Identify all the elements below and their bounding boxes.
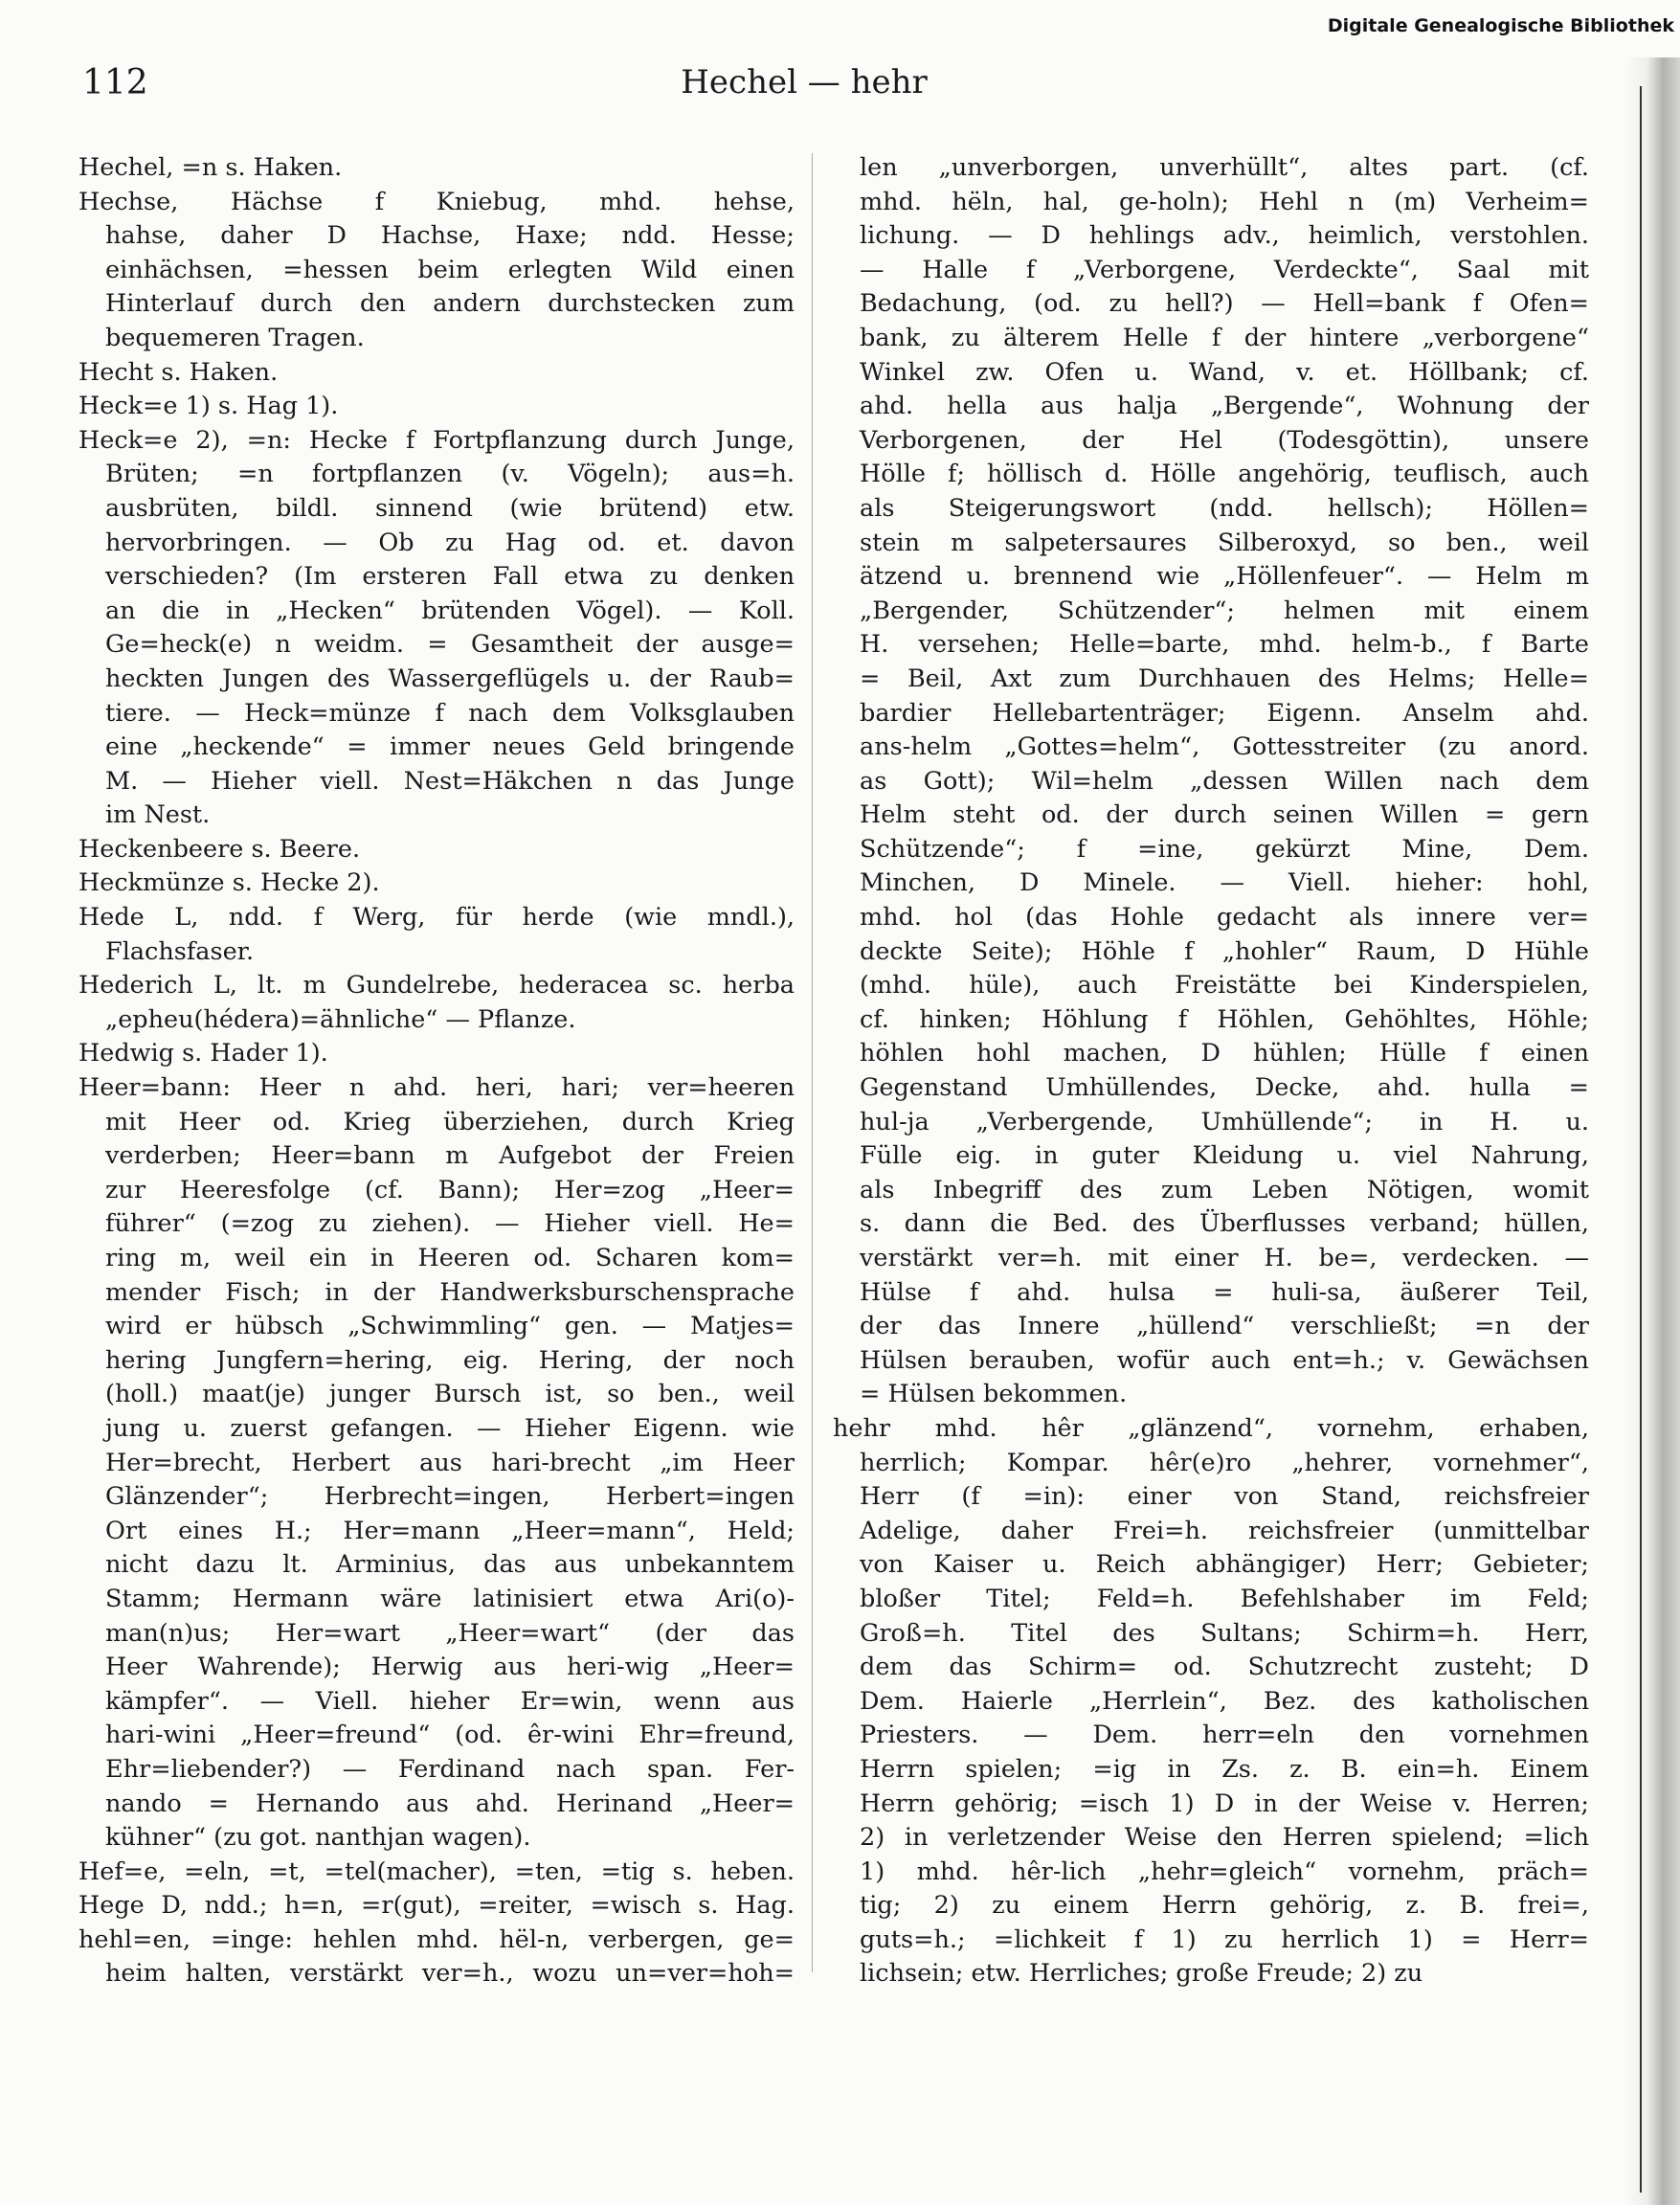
entry-headword-line: Heckmünze s. Hecke 2). bbox=[78, 868, 380, 898]
text-line: jung u. zuerst gefangen. — Hieher Eigenn. wie bbox=[105, 1413, 795, 1443]
text-line: = Beil, Axt zum Durchhauen des Helms; Helle= bbox=[860, 664, 1589, 693]
text-line: mit Heer od. Krieg überziehen, durch Krieg bbox=[105, 1107, 795, 1136]
text-line: ring m, weil ein in Heeren od. Scharen kom= bbox=[105, 1244, 795, 1272]
text-line: (mhd. hüle), auch Freistätte bei Kinderspielen, bbox=[860, 971, 1589, 1001]
entry-headword-line: Hede L, ndd. f Werg, für herde (wie mndl.), bbox=[78, 903, 795, 933]
text-line: an die in „Hecken“ brütenden Vögel). — Koll. bbox=[105, 596, 795, 625]
entry-headword-line: Hecht s. Haken. bbox=[78, 357, 279, 387]
text-line: Heer Wahrende); Herwig aus heri-wig „Heer= bbox=[105, 1653, 795, 1682]
text-line: Hinterlauf durch den andern durchstecken zum bbox=[105, 289, 795, 319]
text-line: „epheu(hédera)=ähnliche“ — Pflanze. bbox=[105, 1004, 576, 1034]
text-line: ätzend u. brennend wie „Höllenfeuer“. — Helm m bbox=[860, 562, 1589, 592]
text-line: ahd. hella aus halja „Bergende“, Wohnung der bbox=[860, 392, 1589, 421]
text-line: Flachsfaser. bbox=[105, 936, 255, 966]
text-line: Fülle eig. in guter Kleidung u. viel Nahrung, bbox=[860, 1141, 1589, 1171]
text-line: Hölle f; höllisch d. Hölle angehörig, teuflisch, auch bbox=[860, 460, 1589, 489]
text-line: kämpfer“. — Viell. hieher Er=win, wenn aus bbox=[105, 1686, 795, 1716]
text-line: Brüten; =n fortpflanzen (v. Vögeln); aus=h. bbox=[105, 460, 795, 489]
text-line: der das Innere „hüllend“ verschließt; =n der bbox=[860, 1312, 1589, 1341]
text-line: mhd. hëln, hal, ge-holn); Hehl n (m) Verheim= bbox=[860, 187, 1589, 216]
text-line: mender Fisch; in der Handwerksburschensprache bbox=[105, 1277, 795, 1307]
text-line: guts=h.; =lichkeit f 1) zu herrlich 1) = Herr= bbox=[860, 1924, 1589, 1954]
text-line: Schützende“; f =ine, gekürzt Mine, Dem. bbox=[860, 834, 1589, 864]
text-line: heckten Jungen des Wassergeflügels u. der Raub= bbox=[105, 664, 795, 693]
scan-edge-rule bbox=[1640, 86, 1642, 2193]
text-line: Winkel zw. Ofen u. Wand, v. et. Höllbank; cf. bbox=[860, 357, 1589, 387]
text-line: Herr (f =in): einer von Stand, reichsfreier bbox=[860, 1482, 1589, 1512]
text-line: Her=brecht, Herbert aus hari-brecht „im Heer bbox=[105, 1448, 795, 1477]
text-line: 1) mhd. hêr-lich „hehr=gleich“ vornehm, präch= bbox=[860, 1856, 1589, 1886]
column-divider bbox=[812, 153, 813, 1972]
text-line: lichsein; etw. Herrliches; große Freude; 2) zu bbox=[860, 1959, 1423, 1989]
text-line: dem das Schirm= od. Schutzrecht zusteht; D bbox=[860, 1653, 1589, 1682]
text-line: verschieden? (Im ersteren Fall etwa zu denken bbox=[105, 562, 795, 592]
text-line: Minchen, D Minele. — Viell. hieher: hohl, bbox=[860, 868, 1589, 898]
text-line: Ehr=liebender?) — Ferdinand nach span. Fer- bbox=[105, 1754, 795, 1784]
text-line: eine „heckende“ = immer neues Geld bringende bbox=[105, 732, 795, 762]
text-line: cf. hinken; Höhlung f Höhlen, Gehöhltes, Höhle; bbox=[860, 1004, 1589, 1034]
text-line: höhlen hohl machen, D hühlen; Hülle f einen bbox=[860, 1039, 1589, 1069]
text-line: bardier Hellebartenträger; Eigenn. Anselm ahd. bbox=[860, 698, 1589, 728]
entry-headword-line: Heck=e 2), =n: Hecke f Fortpflanzung durch Junge, bbox=[78, 425, 795, 455]
text-line: Verborgenen, der Hel (Todesgöttin), unsere bbox=[860, 425, 1589, 455]
entry-headword-line: Hechse, Hächse f Kniebug, mhd. hehse, bbox=[78, 187, 795, 216]
text-line: bloßer Titel; Feld=h. Befehlshaber im Feld; bbox=[860, 1584, 1589, 1613]
text-line: bank, zu älterem Helle f der hintere „verborgene“ bbox=[860, 323, 1589, 352]
text-line: deckte Seite); Höhle f „hohler“ Raum, D Hühle bbox=[860, 936, 1589, 966]
text-line: hul-ja „Verbergende, Umhüllende“; in H. u. bbox=[860, 1107, 1589, 1136]
text-line: heim halten, verstärkt ver=h., wozu un=ver=hoh= bbox=[105, 1959, 795, 1989]
text-line: „Bergender, Schützender“; helmen mit einem bbox=[860, 596, 1589, 625]
text-line: Ge=heck(e) n weidm. = Gesamtheit der ausge= bbox=[105, 630, 795, 660]
text-line: wird er hübsch „Schwimmling“ gen. — Matjes= bbox=[105, 1312, 795, 1341]
text-line: von Kaiser u. Reich abhängiger) Herr; Gebieter; bbox=[860, 1550, 1589, 1580]
text-line: tiere. — Heck=münze f nach dem Volksglauben bbox=[105, 698, 795, 728]
running-head: Hechel — hehr bbox=[681, 63, 928, 101]
entry-headword-line: Heck=e 1) s. Hag 1). bbox=[78, 392, 339, 421]
text-line: 2) in verletzender Weise den Herren spielend; =lich bbox=[860, 1823, 1589, 1853]
text-line: einhächsen, =hessen beim erlegten Wild einen bbox=[105, 255, 795, 284]
text-line: hering Jungfern=hering, eig. Hering, der noch bbox=[105, 1345, 795, 1375]
entry-headword-line: Hederich L, lt. m Gundelrebe, hederacea sc. herba bbox=[78, 971, 795, 1001]
text-line: = Hülsen bekommen. bbox=[860, 1380, 1128, 1409]
text-line: Dem. Haierle „Herrlein“, Bez. des katholischen bbox=[860, 1686, 1589, 1716]
entry-headword-line: hehr mhd. hêr „glänzend“, vornehm, erhaben, bbox=[833, 1413, 1589, 1443]
text-line: hari-wini „Heer=freund“ (od. êr-wini Ehr=freund, bbox=[105, 1721, 795, 1750]
entry-headword-line: hehl=en, =inge: hehlen mhd. hël-n, verbergen, ge= bbox=[78, 1924, 795, 1954]
text-line: man(n)us; Her=wart „Heer=wart“ (der das bbox=[105, 1618, 795, 1648]
right-column bbox=[833, 151, 1589, 1991]
text-line: als Inbegriff des zum Leben Nötigen, womit bbox=[860, 1175, 1589, 1204]
entry-headword-line: Heer=bann: Heer n ahd. heri, hari; ver=heeren bbox=[78, 1073, 795, 1103]
text-line: (holl.) maat(je) junger Bursch ist, so ben., weil bbox=[105, 1380, 795, 1409]
entry-headword-line: Hege D, ndd.; h=n, =r(gut), =reiter, =wisch s. Hag. bbox=[78, 1891, 795, 1921]
text-line: Gegenstand Umhüllendes, Decke, ahd. hulla = bbox=[860, 1073, 1589, 1103]
entry-headword-line: Hef=e, =eln, =t, =tel(macher), =ten, =tig s. heben. bbox=[78, 1856, 795, 1886]
entry-headword-line: Hedwig s. Hader 1). bbox=[78, 1039, 328, 1069]
left-column bbox=[78, 151, 795, 1991]
text-line: Priesters. — Dem. herr=eln den vornehmen bbox=[860, 1721, 1589, 1750]
text-line: tig; 2) zu einem Herrn gehörig, z. B. frei=, bbox=[860, 1891, 1589, 1921]
text-line: lichung. — D hehlings adv., heimlich, verstohlen. bbox=[860, 221, 1589, 251]
entry-headword-line: Heckenbeere s. Beere. bbox=[78, 834, 361, 864]
text-line: s. dann die Bed. des Überflusses verband; hüllen, bbox=[860, 1209, 1589, 1239]
text-line: verstärkt ver=h. mit einer H. be=, verdecken. — bbox=[860, 1244, 1589, 1272]
text-line: len „unverborgen, unverhüllt“, altes part. (cf. bbox=[860, 153, 1589, 182]
text-line: Groß=h. Titel des Sultans; Schirm=h. Herr, bbox=[860, 1618, 1589, 1648]
text-line: zur Heeresfolge (cf. Bann); Her=zog „Heer= bbox=[105, 1175, 795, 1204]
text-line: als Steigerungswort (ndd. hellsch); Höllen= bbox=[860, 493, 1589, 523]
text-line: Adelige, daher Frei=h. reichsfreier (unmittelbar bbox=[860, 1516, 1589, 1545]
text-line: Stamm; Hermann wäre latinisiert etwa Ari(o)- bbox=[105, 1584, 795, 1613]
text-line: Herrn gehörig; =isch 1) D in der Weise v. Herren; bbox=[860, 1789, 1589, 1818]
text-line: Hülsen berauben, wofür auch ent=h.; v. Gewächsen bbox=[860, 1345, 1589, 1375]
scan-edge bbox=[1624, 57, 1680, 2205]
text-line: M. — Hieher viell. Nest=Häkchen n das Junge bbox=[105, 766, 795, 796]
text-line: nicht dazu lt. Arminius, das aus unbekanntem bbox=[105, 1550, 795, 1580]
text-line: Bedachung, (od. zu hell?) — Hell=bank f Ofen= bbox=[860, 289, 1589, 319]
text-line: hahse, daher D Hachse, Haxe; ndd. Hesse; bbox=[105, 221, 795, 251]
text-line: ans-helm „Gottes=helm“, Gottesstreiter (zu anord. bbox=[860, 732, 1589, 762]
text-line: Herrn spielen; =ig in Zs. z. B. ein=h. Einem bbox=[860, 1754, 1589, 1784]
text-line: stein m salpetersaures Silberoxyd, so ben., weil bbox=[860, 528, 1589, 557]
text-line: kühner“ (zu got. nanthjan wagen). bbox=[105, 1823, 531, 1853]
text-line: — Halle f „Verborgene, Verdeckte“, Saal mit bbox=[860, 255, 1589, 284]
text-line: verderben; Heer=bann m Aufgebot der Freien bbox=[105, 1141, 795, 1171]
text-line: führer“ (=zog zu ziehen). — Hieher viell. He= bbox=[105, 1209, 795, 1239]
text-line: herrlich; Kompar. hêr(e)ro „hehrer, vornehmer“, bbox=[860, 1448, 1589, 1477]
text-line: H. versehen; Helle=barte, mhd. helm-b., f Barte bbox=[860, 630, 1589, 660]
text-line: Helm steht od. der durch seinen Willen = gern bbox=[860, 800, 1589, 830]
text-line: bequemeren Tragen. bbox=[105, 323, 365, 352]
text-line: Glänzender“; Herbrecht=ingen, Herbert=ingen bbox=[105, 1482, 795, 1512]
text-line: Hülse f ahd. hulsa = huli-sa, äußerer Teil, bbox=[860, 1277, 1589, 1307]
text-line: hervorbringen. — Ob zu Hag od. et. davon bbox=[105, 528, 795, 557]
entry-headword-line: Hechel, =n s. Haken. bbox=[78, 153, 343, 182]
text-line: im Nest. bbox=[105, 800, 211, 830]
text-line: nando = Hernando aus ahd. Herinand „Heer= bbox=[105, 1789, 795, 1818]
page-number: 112 bbox=[82, 63, 148, 102]
text-line: as Gott); Wil=helm „dessen Willen nach dem bbox=[860, 766, 1589, 796]
text-line: ausbrüten, bildl. sinnend (wie brütend) etw. bbox=[105, 493, 795, 523]
text-line: Ort eines H.; Her=mann „Heer=mann“, Held; bbox=[105, 1516, 795, 1545]
text-line: mhd. hol (das Hohle gedacht als innere ver= bbox=[860, 903, 1589, 933]
watermark: Digitale Genealogische Bibliothek bbox=[1327, 15, 1674, 36]
